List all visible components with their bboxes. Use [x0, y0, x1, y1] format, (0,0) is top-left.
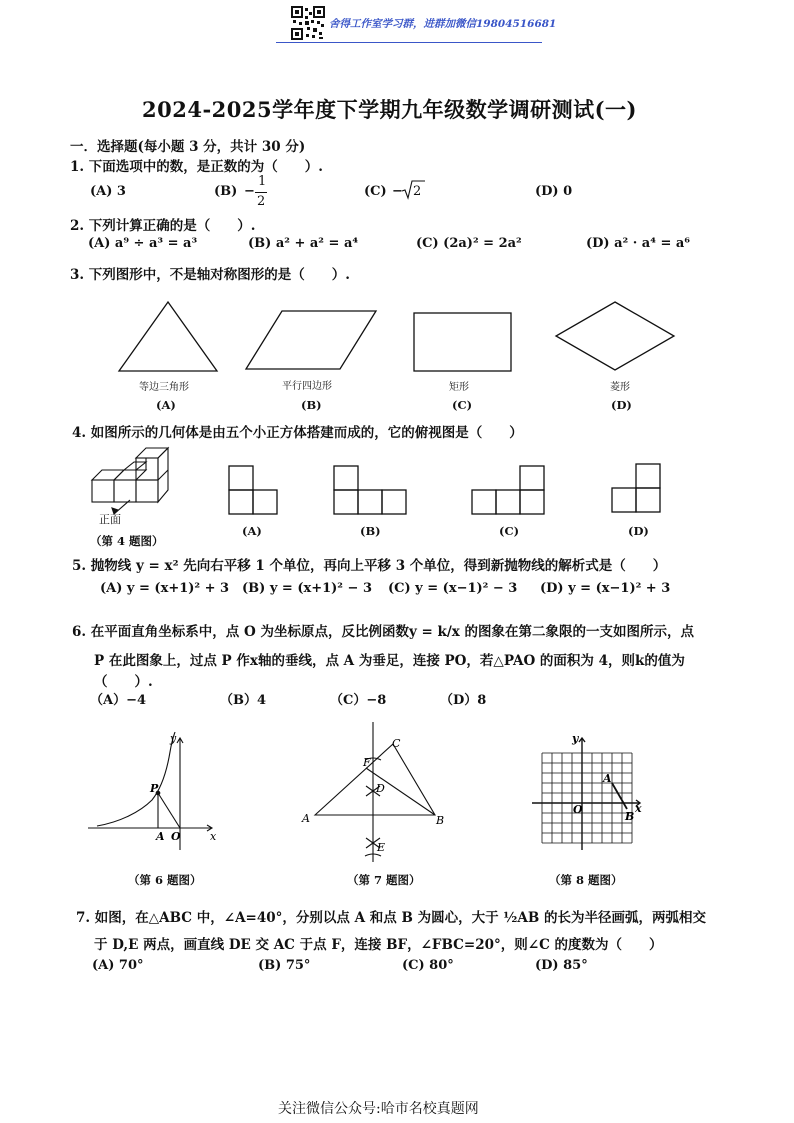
q4-label-b: (B): [360, 524, 381, 538]
q1-option-d: (D) 0: [535, 184, 573, 199]
q1-option-b-numerator: 1: [258, 174, 267, 189]
fig7-label-f: F: [363, 756, 371, 769]
q2-option-a: (A) a⁹ ÷ a³ = a³: [88, 236, 198, 251]
hyperbola-curve: [97, 732, 175, 826]
q3-label-b: (B): [301, 398, 322, 412]
q1-option-b-denominator: 2: [257, 194, 266, 209]
q1-option-b-label: (B): [214, 184, 238, 199]
q6-line-3: （ ）.: [94, 674, 153, 690]
fig7-label-a: A: [302, 812, 310, 825]
q5-option-a: (A) y = (x+1)² + 3: [100, 581, 230, 596]
fig8-label-y: y: [572, 732, 579, 745]
q6-option-d: （D）8: [440, 693, 487, 708]
q7-option-a: (A) 70°: [92, 958, 144, 973]
fig6-caption: （第 6 题图）: [128, 873, 202, 887]
q6-line-1: 6. 在平面直角坐标系中，点 O 为坐标原点，反比例函数y = k/x 的图象在第二象限的一支如图所示，点: [72, 624, 695, 640]
q3-stem: 3. 下列图形中，不是轴对称图形的是（ ）.: [70, 267, 350, 283]
q1-option-c-radicand: 2: [413, 184, 422, 199]
fig8-caption: （第 8 题图）: [549, 873, 623, 887]
q7-line-2: 于 D,E 两点，画直线 DE 交 AC 于点 F，连接 BF，∠FBC=20°，则∠C 的度数为（ ）: [94, 937, 663, 953]
header-note: 舍得工作室学习群，进群加微信19804516681: [329, 18, 557, 30]
fig8-label-a: A: [603, 772, 612, 785]
fig8-label-b: B: [625, 810, 635, 823]
fig7-caption: （第 7 题图）: [347, 873, 421, 887]
q6-option-b: （B）4: [220, 693, 267, 708]
q2-option-b: (B) a² + a² = a⁴: [248, 236, 359, 251]
fig7-label-c: C: [392, 737, 401, 750]
q4-stem: 4. 如图所示的几何体是由五个小正方体搭建而成的，它的俯视图是（ ）: [72, 425, 523, 441]
q3-label-d: (D): [611, 398, 632, 412]
figure-8-grid: [542, 753, 635, 843]
fig8-label-x: x: [635, 802, 642, 815]
fig7-label-d: D: [376, 782, 385, 795]
q7-option-c: (C) 80°: [402, 958, 454, 973]
fig8-label-o: O: [573, 803, 583, 816]
fig6-label-a: A: [156, 830, 165, 843]
q4-figure-caption: （第 4 题图）: [90, 534, 164, 548]
q6-line-2: P 在此图象上，过点 P 作x轴的垂线，点 A 为垂足，连接 PO，若△PAO 的面积为 4，则k的值为: [94, 653, 685, 669]
q4-label-d: (D): [628, 524, 649, 538]
q1-option-c-minus: −: [392, 184, 403, 199]
section-heading: 一．选择题(每小题 3 分，共计 30 分): [70, 139, 306, 155]
q1-option-b-minus: −: [244, 184, 255, 199]
q3-shape-name-a: 等边三角形: [139, 382, 189, 393]
q3-shape-name-d: 菱形: [610, 382, 630, 393]
footer-note: 关注微信公众号:哈市名校真题网: [278, 1101, 479, 1117]
q2-stem: 2. 下列计算正确的是（ ）.: [70, 218, 256, 234]
q1-option-a: (A) 3: [90, 184, 126, 199]
q5-option-d: (D) y = (x−1)² + 3: [540, 581, 671, 596]
q5-option-c: (C) y = (x−1)² − 3: [388, 581, 518, 596]
fig6-label-y: y: [170, 732, 177, 745]
q7-line-1: 7. 如图，在△ABC 中，∠A=40°，分别以点 A 和点 B 为圆心，大于 ½AB 的长为半径画弧，两弧相交: [76, 910, 706, 926]
q3-label-a: (A): [156, 398, 176, 412]
q2-option-c: (C) (2a)² = 2a²: [416, 236, 522, 251]
figure-7: [315, 722, 435, 862]
q3-shape-name-c: 矩形: [449, 382, 469, 393]
q4-front-label: 正面: [99, 513, 121, 526]
q1-stem: 1. 下面选项中的数，是正数的为（ ）.: [70, 159, 323, 175]
q6-option-a: （A）−4: [90, 693, 147, 708]
fig6-label-x: x: [210, 830, 217, 843]
page-title: 2024-2025学年度下学期九年级数学调研测试(一): [142, 97, 637, 122]
q7-option-d: (D) 85°: [535, 958, 588, 973]
q4-label-a: (A): [242, 524, 262, 538]
q2-option-d: (D) a² · a⁴ = a⁶: [586, 236, 690, 251]
q1-option-c-label: (C): [364, 184, 387, 199]
q3-shape-name-b: 平行四边形: [282, 381, 332, 392]
q5-option-b: (B) y = (x+1)² − 3: [242, 581, 372, 596]
fig7-label-e: E: [377, 841, 386, 854]
q7-option-b: (B) 75°: [258, 958, 311, 973]
fig6-label-p: P: [150, 782, 159, 795]
fig6-label-o: O: [171, 830, 181, 843]
fig7-label-b: B: [436, 814, 445, 827]
q3-label-c: (C): [452, 398, 473, 412]
q4-label-c: (C): [499, 524, 520, 538]
q6-option-c: （C）−8: [330, 693, 387, 708]
q5-stem: 5. 抛物线 y = x² 先向右平移 1 个单位，再向上平移 3 个单位，得到新抛物线的解析式是（ ）: [72, 558, 667, 574]
